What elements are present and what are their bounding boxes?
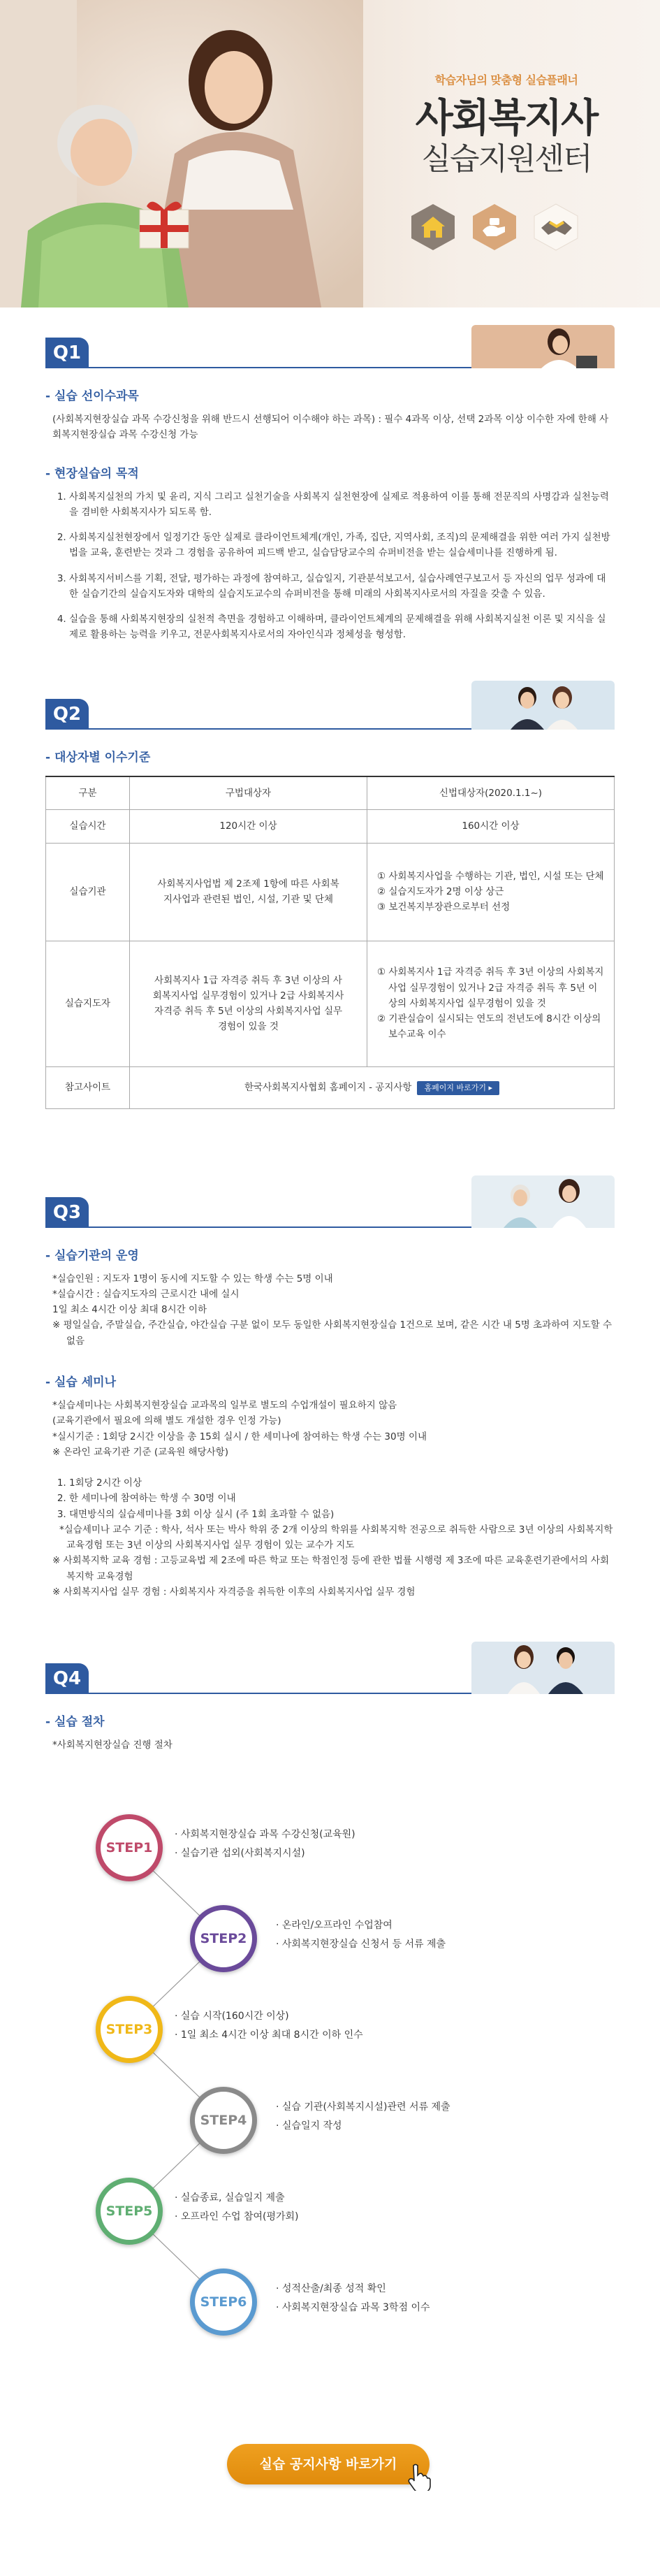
hand-cursor-icon — [407, 2463, 431, 2491]
list-item: 2. 한 세미나에 참여하는 학생 수 30명 이내 — [69, 1491, 615, 1506]
step3-circle: STEP3 — [96, 1996, 163, 2063]
new-law-cell: ① 사회복지사 1급 자격증 취득 후 3년 이상의 사회복지사업 실무경험이 있거나 2급 자격증 취득 후 5년 이상의 사회복지사업 실무경험이 있을 것 ② 기관실습이 실시되는 연도의 전년도에 8시간 이상의 보수교육 이수 — [367, 941, 615, 1066]
list-item: 3. 사회복지서비스를 기획, 전달, 평가하는 과정에 참여하고, 실습일지, 기관분석보고서, 실습사례연구보고서 등 자신의 업무 성과에 대한 실습기간의 실습지도자와 대학의 실습지도교수의 슈퍼비전을 통해 미래의 사회복지사로서의 자질을 갖출 수 있음. — [69, 571, 615, 602]
step4-text: · 실습 기관(사회복지시설)관련 서류 제출 · 실습일지 작성 — [276, 2101, 450, 2132]
q3-section1-body: *실습인원 : 지도자 1명이 동시에 지도할 수 있는 학생 수는 5명 이내 *실습시간 : 실습지도자의 근로시간 내에 실시 1일 최소 4시간 이상 최대 8시간 이하 ※ 평일실습, 주말실습, 주간실습, 야간실습 구분 없이 모두 동일한 사회복지현장실습 1건으로 보며, 같은 시간 내 5명 초과하여 지도할 수 없음 — [52, 1273, 613, 1347]
q2-header — [45, 681, 615, 730]
cta-area — [0, 2428, 660, 2540]
criteria-table — [45, 776, 615, 1109]
row-label: 참고사이트 — [46, 1066, 130, 1108]
q4-header — [45, 1642, 615, 1694]
list-item: 3. 대면방식의 실습세미나를 3회 이상 실시 (주 1회 초과할 수 없음) — [69, 1507, 615, 1522]
table-row — [46, 941, 615, 1066]
list-item: 1. 사회복지실천의 가치 및 윤리, 지식 그리고 실천기술을 사회복지 실천현장에 실제로 적용하여 이를 통해 전문직의 사명감과 실천능력을 겸비한 사회복지사가 되도록 함. — [69, 489, 615, 521]
step6-circle: STEP6 — [190, 2269, 257, 2336]
list-item: 4. 실습을 통해 사회복지현장의 실천적 측면을 경험하고 이해하며, 클라이언트체계의 문제해결을 위해 사회복지실천 이론 및 지식을 실제로 활용하는 능력을 키우고, 전문사회복지사로서의 자아인식과 정체성을 형성함. — [69, 612, 615, 643]
row-label: 실습기관 — [46, 843, 130, 941]
step2-text: · 온라인/오프라인 수업참여 · 사회복지현장실습 신청서 등 서류 제출 — [276, 1920, 446, 1951]
table-row — [46, 1066, 615, 1108]
step1-circle: STEP1 — [96, 1814, 163, 1881]
q3-badge: Q3 — [45, 1197, 89, 1228]
hero-text — [391, 71, 622, 177]
step5-circle: STEP5 — [96, 2178, 163, 2245]
table-row — [46, 810, 615, 843]
table-header: 구분 — [46, 776, 130, 810]
hero-banner — [0, 0, 660, 307]
new-law-cell: ① 사회복지사업을 수행하는 기관, 법인, 시설 또는 단체 ② 실습지도자가 2명 이상 상근 ③ 보건복지부장관으로부터 선정 — [367, 843, 615, 941]
table-header-row — [46, 776, 615, 810]
hero-subtitle: 학습자님의 맞춤형 실습플래너 — [434, 73, 578, 87]
hero-title: 사회복지사 — [415, 96, 598, 142]
q1-photo-counselor — [471, 325, 615, 368]
step3-text: · 실습 시작(160시간 이상) · 1일 최소 4시간 이상 최대 8시간 이하 인수 — [175, 2011, 363, 2041]
q2-badge: Q2 — [45, 699, 89, 730]
section-q4 — [0, 1600, 660, 2428]
q4-photo-business-people — [471, 1642, 615, 1694]
step4-circle: STEP4 — [190, 2087, 257, 2154]
step6-text: · 성적산출/최종 성적 확인 · 사회복지현장실습 과목 3학점 이수 — [276, 2283, 430, 2314]
q4-title: - 실습 절차 — [45, 1715, 105, 1730]
row-label: 실습시간 — [46, 810, 130, 843]
old-law-cell: 사회복지사업법 제 2조제 1항에 따른 사회복지사업과 관련된 법인, 시설, 기관 및 단체 — [130, 843, 367, 941]
section-q1 — [0, 307, 660, 643]
list-item: 1. 1회당 2시간 이상 — [69, 1475, 615, 1491]
step5-text: · 실습종료, 실습일지 제출 · 오프라인 수업 참여(평가회) — [175, 2192, 299, 2223]
row-label: 실습지도자 — [46, 941, 130, 1066]
section-q3 — [0, 1109, 660, 1600]
q3-section2-title: - 실습 세미나 — [45, 1375, 117, 1389]
reference-site-cell — [130, 1066, 615, 1108]
q2-photo-business-people — [471, 681, 615, 730]
q3-section2-body: *실습세미나는 사회복지현장실습 교과목의 일부로 별도의 수업개설이 필요하지 않음 (교육기관에서 필요에 의해 별도 개설한 경우 인정 가능) *실시기준 : 1회당 2시간 이상을 총 15회 실시 / 한 세미나에 참여하는 학생 수는 30명 이내 ※ 온라인 교육기관 기준 (교육원 해당사항) 1. 1회당 2시간 이상 2. 한 세미나에 참여하는 학생 수 30명 이내 3. 대면방식의 실습세미나를 3회 이상 실시 (주 1회 초과할 수 없음) *실습세미나 교수 기준 : 학사, 석사 또는 박사 학위 중 2개 이상의 학위를 사회복지학 전공으로 취득한 사람으로 3년 이상의 사회복지학 교육경험 또는 3년 이상의 사회복지사업 실무 경험이 있는 교수가 지도 ※ 사회복지학 교육 경험 : 고등교육법 제 2조에 따른 학교 또는 학점인정 등에 관한 법률 시행령 제 3조에 따른 교육훈련기관에서의 사회복지학 교육경험 ※ 사회복지사업 실무 경험 : 사회복지사 자격증을 취득한 이후의 사회복지사업 실무 경험 — [45, 1398, 615, 1600]
q1-badge: Q1 — [45, 338, 89, 368]
step2-circle: STEP2 — [190, 1905, 257, 1972]
q1-header — [45, 325, 615, 368]
notice-link-button[interactable]: 실습 공지사항 바로가기 — [227, 2444, 430, 2484]
q2-title: - 대상자별 이수기준 — [45, 750, 151, 765]
q1-purpose-list — [45, 489, 615, 643]
hero-photo-grandmother-daughter — [0, 0, 363, 307]
handshake-icon — [531, 203, 580, 252]
q3-header — [45, 1175, 615, 1228]
old-law-cell: 120시간 이상 — [130, 810, 367, 843]
reference-site-text: 한국사회복지사협회 홈페이지 - 공지사항 — [244, 1081, 412, 1093]
new-law-cell: 160시간 이상 — [367, 810, 615, 843]
q3-photo-caregiver — [471, 1175, 615, 1228]
q3-section1-title: - 실습기관의 운영 — [45, 1248, 139, 1263]
q1-section1-body: (사회복지현장실습 과목 수강신청을 위해 반드시 선행되어 이수해야 하는 과목) : 필수 4과목 이상, 선택 2과목 이상 이수한 자에 한해 사회복지현장실습 과목 수강신청 가능 — [52, 414, 609, 441]
table-header: 구법대상자 — [130, 776, 367, 810]
q1-section2-title: - 현장실습의 목적 — [45, 466, 139, 481]
list-item: 2. 사회복지실천현장에서 일정기간 동안 실제로 클라이언트체계(개인, 가족, 집단, 지역사회, 조직)의 문제해결을 위한 여러 가지 실천방법을 교육, 훈련받는 것과 그 경험을 공유하여 피드백 받고, 실습담당교수의 슈퍼비전을 받는 실습세미나를 진행하게 됨. — [69, 530, 615, 561]
table-header: 신법대상자(2020.1.1~) — [367, 776, 615, 810]
step-flow — [45, 1764, 615, 2428]
old-law-cell: 사회복지사 1급 자격증 취득 후 3년 이상의 사회복지사업 실무경험이 있거나 2급 사회복지사 자격증 취득 후 5년 이상의 사회복지사업 실무경험이 있을 것 — [130, 941, 367, 1066]
home-care-icon — [409, 203, 457, 252]
q4-badge: Q4 — [45, 1663, 89, 1694]
hero-icons — [409, 203, 580, 252]
q4-subtitle: *사회복지현장실습 진행 절차 — [52, 1739, 173, 1751]
hands-care-icon — [470, 203, 519, 252]
section-q2 — [0, 653, 660, 1109]
table-row — [46, 843, 615, 941]
hero-title-2: 실습지원센터 — [421, 140, 592, 177]
homepage-button[interactable]: 홈페이지 바로가기 ▸ — [417, 1081, 499, 1095]
q1-section1-title: - 실습 선이수과목 — [45, 389, 139, 403]
seminar-list — [52, 1475, 615, 1522]
step1-text: · 사회복지현장실습 과목 수강신청(교육원) · 실습기관 섭외(사회복지시설) — [175, 1829, 355, 1860]
